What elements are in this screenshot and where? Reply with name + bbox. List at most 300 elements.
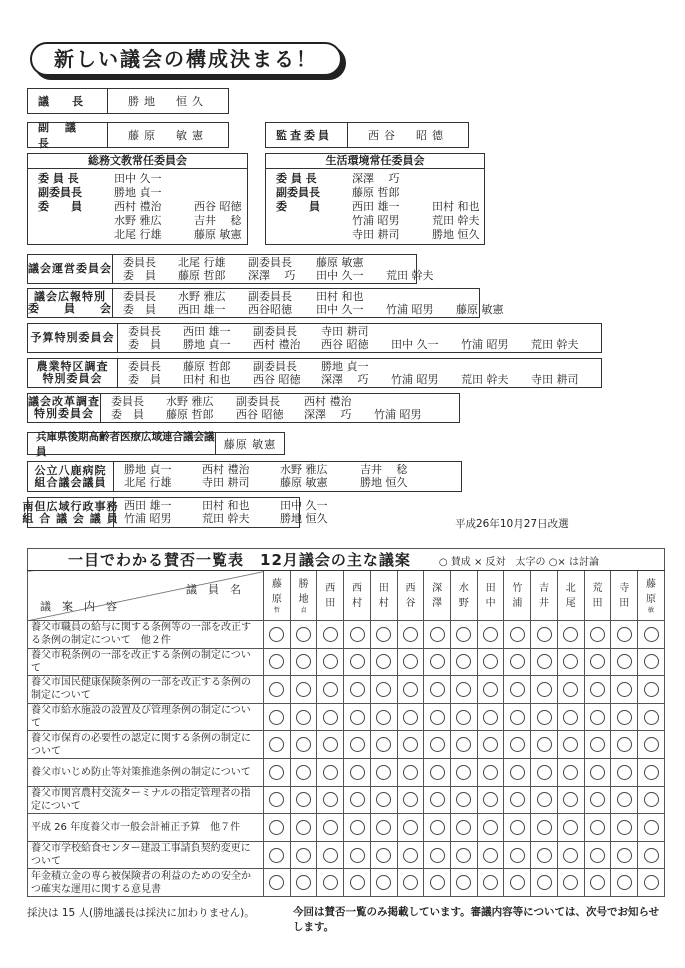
member-role: 委 員 xyxy=(123,269,156,282)
member-row xyxy=(124,463,440,476)
member-role: 委 員 xyxy=(276,200,320,213)
vote-cell xyxy=(290,648,317,676)
approve-circle-icon xyxy=(617,682,632,697)
vote-cell xyxy=(584,758,611,786)
vote-cell xyxy=(638,731,665,759)
bill-row xyxy=(28,731,665,759)
member-row xyxy=(124,476,440,489)
vote-cell xyxy=(317,731,344,759)
vote-cell xyxy=(451,786,478,814)
vote-cell xyxy=(531,621,558,649)
committee-label: 議会広報特別 委 員 会 xyxy=(28,290,112,315)
vote-cell xyxy=(424,814,451,842)
member-role: 委員長 xyxy=(123,290,156,303)
approve-circle-icon xyxy=(537,875,552,890)
approve-circle-icon xyxy=(537,765,552,780)
bill-title: 養父市税条例の一部を改正する条例の制定について xyxy=(28,648,264,676)
approve-circle-icon xyxy=(350,710,365,725)
approve-circle-icon xyxy=(563,737,578,752)
member-row xyxy=(123,256,596,269)
special-committee-box xyxy=(27,358,602,388)
member-name: 田村 和也 xyxy=(316,290,364,303)
approve-circle-icon xyxy=(617,820,632,835)
vote-cell xyxy=(611,814,638,842)
committee-title: 総務文教常任委員会 xyxy=(28,154,247,169)
bill-title: 養父市給水施設の設置及び管理条例の制定について xyxy=(28,703,264,731)
hyogo-label: 兵庫県後期高齢者医療広域連合議会議員 xyxy=(28,433,216,454)
vote-cell xyxy=(397,703,424,731)
approve-circle-icon xyxy=(430,710,445,725)
vote-cell xyxy=(317,814,344,842)
member-name: 深澤 巧 xyxy=(304,408,352,421)
bill-row xyxy=(28,786,665,814)
member-name: 藤原 敏憲 xyxy=(456,303,504,316)
members-axis-label: 議 員 名 xyxy=(186,583,241,596)
vote-cell xyxy=(344,841,371,869)
member-rows xyxy=(118,359,601,387)
member-list xyxy=(266,169,484,242)
member-name-char: 哲 xyxy=(273,607,280,614)
member-name-char: 水 xyxy=(458,582,469,594)
member-name: 田中 久一 xyxy=(391,338,439,351)
approve-circle-icon xyxy=(563,848,578,863)
vote-cell xyxy=(397,841,424,869)
approve-circle-icon xyxy=(590,627,605,642)
member-name: 荒田 幹夫 xyxy=(202,512,250,525)
approve-circle-icon xyxy=(296,820,311,835)
member-name-char: 西 xyxy=(325,582,336,594)
vote-cell xyxy=(504,703,531,731)
member-name-char: 田 xyxy=(619,597,630,609)
approve-circle-icon xyxy=(323,875,338,890)
member-name-char: 田 xyxy=(485,582,496,594)
member-name: 西田 雄一 xyxy=(183,325,231,338)
member-name: 竹浦 昭男 xyxy=(352,214,400,227)
approve-circle-icon xyxy=(376,710,391,725)
member-role xyxy=(38,214,114,228)
vote-cell xyxy=(451,621,478,649)
approve-circle-icon xyxy=(430,848,445,863)
vote-cell xyxy=(638,814,665,842)
vote-cell xyxy=(584,676,611,704)
member-name-char: 田 xyxy=(592,597,603,609)
approve-circle-icon xyxy=(510,765,525,780)
bill-title: 養父市関宮農村交流ターミナルの指定管理者の指定について xyxy=(28,786,264,814)
vote-cell xyxy=(638,758,665,786)
vote-cell xyxy=(370,648,397,676)
member-role: 委 員 xyxy=(111,408,144,421)
approve-circle-icon xyxy=(644,792,659,807)
vote-cell xyxy=(557,786,584,814)
approve-circle-icon xyxy=(456,820,471,835)
member-name: 西谷 昭徳 xyxy=(321,338,369,351)
vote-cell xyxy=(638,841,665,869)
vote-cell xyxy=(424,731,451,759)
approve-circle-icon xyxy=(456,765,471,780)
member-header xyxy=(264,571,291,621)
approve-circle-icon xyxy=(590,654,605,669)
vote-cell xyxy=(638,648,665,676)
vote-table xyxy=(27,548,665,897)
approve-circle-icon xyxy=(483,820,498,835)
vote-cell xyxy=(370,703,397,731)
approve-circle-icon xyxy=(483,710,498,725)
joint-board-box xyxy=(27,461,462,492)
vote-cell xyxy=(477,869,504,897)
bill-row xyxy=(28,841,665,869)
member-name: 北尾 行雄 xyxy=(178,256,226,269)
approve-circle-icon xyxy=(403,765,418,780)
bill-title: 養父市国民健康保険条例の一部を改正する条例の制定について xyxy=(28,676,264,704)
committee-label: 議会改革調査 特別委員会 xyxy=(28,395,100,420)
member-name: 田村 和也 xyxy=(202,499,250,512)
bill-row xyxy=(28,648,665,676)
member-name-char: 地 xyxy=(298,594,309,605)
approve-circle-icon xyxy=(510,737,525,752)
vote-cell xyxy=(531,786,558,814)
member-name: 藤原 哲郎 xyxy=(183,360,231,373)
vice-chairman-box xyxy=(27,122,229,148)
vote-cell xyxy=(290,676,317,704)
bill-title: 養父市職員の給与に関する条例等の一部を改正する条例の制定について 他２件 xyxy=(28,621,264,649)
member-name: 藤原 哲郎 xyxy=(178,269,226,282)
member-row xyxy=(111,395,584,408)
member-name: 西谷 昭徳 xyxy=(253,373,301,386)
approve-circle-icon xyxy=(563,654,578,669)
special-committee-box xyxy=(27,323,602,353)
vote-cell xyxy=(557,758,584,786)
approve-circle-icon xyxy=(376,848,391,863)
approve-circle-icon xyxy=(563,765,578,780)
vote-cell xyxy=(290,731,317,759)
member-name: 吉井 稔 xyxy=(360,463,408,476)
member-role: 副委員長 xyxy=(276,186,320,199)
member-role: 副委員長 xyxy=(248,256,292,269)
member-name-char: 吉 xyxy=(539,582,550,594)
approve-circle-icon xyxy=(510,848,525,863)
approve-circle-icon xyxy=(483,627,498,642)
vote-cell xyxy=(531,841,558,869)
vote-cell xyxy=(477,621,504,649)
approve-circle-icon xyxy=(323,765,338,780)
member-name-char: 谷 xyxy=(405,597,416,609)
vote-cell xyxy=(424,676,451,704)
approve-circle-icon xyxy=(510,710,525,725)
vote-cell xyxy=(504,648,531,676)
vote-cell xyxy=(477,786,504,814)
member-name: 北尾 行雄 xyxy=(114,228,162,241)
member-header xyxy=(424,571,451,621)
member-name: 荒田 幹夫 xyxy=(432,214,480,227)
approve-circle-icon xyxy=(644,737,659,752)
member-rows xyxy=(114,498,440,527)
approve-circle-icon xyxy=(430,737,445,752)
bill-title: 養父市保育の必要性の認定に関する条例の制定について xyxy=(28,731,264,759)
vote-cell xyxy=(451,758,478,786)
vote-cell xyxy=(370,758,397,786)
approve-circle-icon xyxy=(350,682,365,697)
vote-cell xyxy=(264,841,291,869)
member-name-char: 井 xyxy=(539,597,550,609)
member-role xyxy=(276,214,352,228)
table-legend: ○ 賛成 × 反対 太字の ○× は討論 xyxy=(438,557,599,568)
member-name: 竹浦 昭男 xyxy=(386,303,434,316)
bill-row xyxy=(28,676,665,704)
bill-row xyxy=(28,869,665,897)
approve-circle-icon xyxy=(403,654,418,669)
member-name-char: 原 xyxy=(271,594,282,605)
vote-cell xyxy=(264,648,291,676)
vote-cell xyxy=(451,841,478,869)
hyogo-name: 藤原 敏憲 xyxy=(223,437,277,451)
approve-circle-icon xyxy=(590,765,605,780)
approve-circle-icon xyxy=(323,710,338,725)
member-name: 西村 禮治 xyxy=(304,395,352,408)
special-committee-box xyxy=(27,393,460,423)
vote-cell xyxy=(611,621,638,649)
officer-name: 藤原 敏憲 xyxy=(128,129,208,142)
member-role: 副委員長 xyxy=(38,186,82,199)
approve-circle-icon xyxy=(376,654,391,669)
approve-circle-icon xyxy=(403,737,418,752)
approve-circle-icon xyxy=(403,792,418,807)
vote-cell xyxy=(531,814,558,842)
member-name-char: 竹 xyxy=(512,582,523,594)
vote-cell xyxy=(557,841,584,869)
approve-circle-icon xyxy=(376,765,391,780)
approve-circle-icon xyxy=(563,682,578,697)
approve-circle-icon xyxy=(537,654,552,669)
vote-cell xyxy=(611,758,638,786)
member-role: 委 員 xyxy=(128,373,161,386)
approve-circle-icon xyxy=(430,765,445,780)
member-name-char: 澤 xyxy=(432,597,443,609)
member-name xyxy=(194,186,274,200)
vote-cell xyxy=(451,814,478,842)
approve-circle-icon xyxy=(350,627,365,642)
bill-title: 養父市学校給食センター建設工事請負契約変更について xyxy=(28,841,264,869)
member-name: 西田 雄一 xyxy=(124,499,172,512)
vote-cell xyxy=(611,841,638,869)
approve-circle-icon xyxy=(403,875,418,890)
vote-cell xyxy=(611,703,638,731)
member-name: 田中 久一 xyxy=(114,172,162,185)
member-name xyxy=(194,172,274,186)
vote-cell xyxy=(344,731,371,759)
member-name: 藤原 哲郎 xyxy=(352,186,400,199)
member-name-char: 貞 xyxy=(300,607,307,614)
member-name: 吉井 稔 xyxy=(194,214,242,227)
footnote-left: 採決は 15 人(勝地議長は採決に加わりません)。 xyxy=(27,907,255,919)
vote-cell xyxy=(370,841,397,869)
approve-circle-icon xyxy=(644,848,659,863)
member-role: 委員長 xyxy=(111,395,144,408)
approve-circle-icon xyxy=(510,792,525,807)
member-rows xyxy=(113,289,596,317)
chairman-box xyxy=(27,88,229,114)
approve-circle-icon xyxy=(350,820,365,835)
vote-cell xyxy=(638,703,665,731)
election-date: 平成26年10月27日改選 xyxy=(455,518,569,530)
approve-circle-icon xyxy=(430,627,445,642)
table-title-row xyxy=(28,549,665,571)
member-name: 藤原 敏憲 xyxy=(316,256,364,269)
member-name: 深澤 巧 xyxy=(352,172,400,185)
vote-cell xyxy=(451,648,478,676)
bill-row xyxy=(28,758,665,786)
member-name: 荒田 幹夫 xyxy=(461,373,509,386)
vote-cell xyxy=(370,731,397,759)
approve-circle-icon xyxy=(617,792,632,807)
member-name-char: 寺 xyxy=(619,582,630,594)
approve-circle-icon xyxy=(296,765,311,780)
vote-cell xyxy=(370,621,397,649)
member-name: 深澤 巧 xyxy=(321,373,369,386)
committee-title: 生活環境常任委員会 xyxy=(266,154,484,169)
member-name: 藤原 敏憲 xyxy=(280,476,328,489)
vote-cell xyxy=(531,703,558,731)
approve-circle-icon xyxy=(403,820,418,835)
member-list xyxy=(28,169,247,242)
approve-circle-icon xyxy=(644,765,659,780)
vote-cell xyxy=(477,841,504,869)
member-role xyxy=(38,228,114,242)
vote-cell xyxy=(264,621,291,649)
member-row xyxy=(123,303,596,316)
approve-circle-icon xyxy=(563,710,578,725)
approve-circle-icon xyxy=(617,848,632,863)
vote-cell xyxy=(584,648,611,676)
member-name-char: 尾 xyxy=(565,597,576,609)
approve-circle-icon xyxy=(537,848,552,863)
member-name-char: 原 xyxy=(646,594,657,605)
member-name: 西谷昭徳 xyxy=(248,303,292,316)
member-header xyxy=(531,571,558,621)
approve-circle-icon xyxy=(269,765,284,780)
member-name-char: 村 xyxy=(352,597,363,609)
vote-cell xyxy=(451,676,478,704)
approve-circle-icon xyxy=(563,820,578,835)
approve-circle-icon xyxy=(456,875,471,890)
committee-label: 予算特別委員会 xyxy=(28,324,118,352)
officer-label: 議 長 xyxy=(28,89,108,113)
officer-label: 副 議 長 xyxy=(28,123,108,147)
officer-name: 西谷 昭德 xyxy=(368,129,448,142)
approve-circle-icon xyxy=(296,627,311,642)
hyogo-box xyxy=(27,430,285,458)
member-header xyxy=(451,571,478,621)
page-title: 新しい議会の構成決まる！ xyxy=(30,42,342,76)
vote-cell xyxy=(477,814,504,842)
approve-circle-icon xyxy=(296,875,311,890)
member-name xyxy=(432,186,512,200)
vote-cell xyxy=(557,731,584,759)
approve-circle-icon xyxy=(510,820,525,835)
vote-cell xyxy=(344,621,371,649)
vote-cell xyxy=(264,703,291,731)
approve-circle-icon xyxy=(323,792,338,807)
member-name: 勝地 恒久 xyxy=(360,476,408,489)
approve-circle-icon xyxy=(510,654,525,669)
approve-circle-icon xyxy=(590,792,605,807)
approve-circle-icon xyxy=(644,627,659,642)
vote-cell xyxy=(264,758,291,786)
approve-circle-icon xyxy=(296,710,311,725)
vote-cell xyxy=(477,731,504,759)
approve-circle-icon xyxy=(483,792,498,807)
vote-cell xyxy=(317,758,344,786)
vote-cell xyxy=(424,648,451,676)
member-name: 寺田 耕司 xyxy=(352,228,400,241)
bill-title: 年金積立金の専ら被保険者の利益のための安全かつ確実な運用に関する意見書 xyxy=(28,869,264,897)
vote-cell xyxy=(397,786,424,814)
approve-circle-icon xyxy=(350,792,365,807)
member-name: 勝地 貞一 xyxy=(124,463,172,476)
member-role: 副委員長 xyxy=(253,360,297,373)
approve-circle-icon xyxy=(644,682,659,697)
member-row xyxy=(128,338,601,351)
vote-cell xyxy=(611,731,638,759)
vote-cell xyxy=(504,758,531,786)
vote-cell xyxy=(584,841,611,869)
member-role: 副委員長 xyxy=(248,290,292,303)
bill-row xyxy=(28,814,665,842)
vote-cell xyxy=(477,703,504,731)
vote-cell xyxy=(344,648,371,676)
approve-circle-icon xyxy=(644,820,659,835)
approve-circle-icon xyxy=(296,848,311,863)
approve-circle-icon xyxy=(590,820,605,835)
approve-circle-icon xyxy=(296,654,311,669)
vote-cell xyxy=(370,786,397,814)
member-name: 勝地 恒久 xyxy=(432,228,480,241)
bill-title: 養父市いじめ防止等対策推進条例の制定について xyxy=(28,758,264,786)
vote-cell xyxy=(531,869,558,897)
approve-circle-icon xyxy=(430,654,445,669)
member-name: 西田 雄一 xyxy=(352,200,400,213)
approve-circle-icon xyxy=(456,627,471,642)
member-role: 委 員 長 xyxy=(276,172,317,185)
member-name: 勝地 貞一 xyxy=(114,186,162,199)
approve-circle-icon xyxy=(350,875,365,890)
board-label: 公立八鹿病院 組合議会議員 xyxy=(28,462,114,491)
vote-cell xyxy=(477,676,504,704)
member-name-char: 西 xyxy=(352,582,363,594)
approve-circle-icon xyxy=(403,682,418,697)
member-header xyxy=(584,571,611,621)
vote-cell xyxy=(397,648,424,676)
officer-label: 監査委員 xyxy=(266,123,348,147)
member-name: 水野 雅広 xyxy=(178,290,226,303)
approve-circle-icon xyxy=(510,682,525,697)
approve-circle-icon xyxy=(617,875,632,890)
member-name: 竹浦 昭男 xyxy=(124,512,172,525)
approve-circle-icon xyxy=(269,848,284,863)
member-name: 水野 雅広 xyxy=(280,463,328,476)
member-row xyxy=(128,325,601,338)
vote-cell xyxy=(451,869,478,897)
member-name-char: 田 xyxy=(325,597,336,609)
vote-cell xyxy=(611,869,638,897)
vote-cell xyxy=(397,676,424,704)
member-name: 西谷 昭徳 xyxy=(236,408,284,421)
approve-circle-icon xyxy=(323,682,338,697)
vote-cell xyxy=(397,869,424,897)
vote-cell xyxy=(557,814,584,842)
vote-cell xyxy=(638,676,665,704)
approve-circle-icon xyxy=(617,654,632,669)
vote-cell xyxy=(557,703,584,731)
